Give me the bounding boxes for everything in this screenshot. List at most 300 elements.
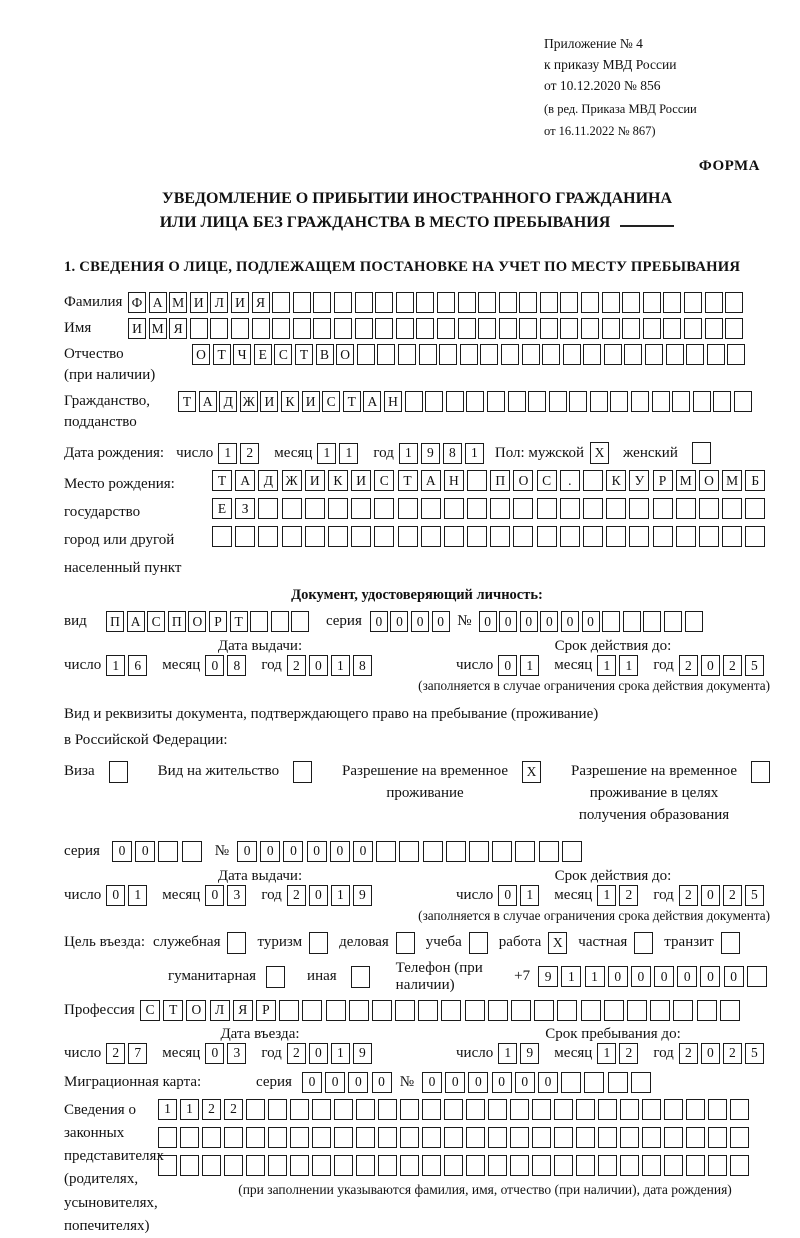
char-cell[interactable]: 1 (585, 966, 605, 987)
char-cell[interactable]: Ж (282, 470, 302, 491)
char-cell[interactable] (378, 1099, 397, 1120)
char-cell[interactable]: 2 (106, 1043, 125, 1064)
char-cell[interactable] (246, 1099, 265, 1120)
char-cell[interactable] (400, 1155, 419, 1176)
char-cell[interactable] (212, 526, 232, 547)
temp-residence-checkbox[interactable]: X (522, 761, 541, 783)
char-cell[interactable] (686, 1127, 705, 1148)
char-cell[interactable] (293, 292, 311, 313)
char-cell[interactable]: 1 (597, 655, 616, 676)
char-cell[interactable]: 1 (465, 443, 484, 464)
char-cell[interactable]: С (140, 1000, 160, 1021)
char-cell[interactable] (268, 1099, 287, 1120)
char-cell[interactable]: С (374, 470, 394, 491)
char-cell[interactable] (653, 498, 673, 519)
char-cell[interactable] (620, 1155, 639, 1176)
char-cell[interactable] (606, 526, 626, 547)
char-cell[interactable]: Т (398, 470, 418, 491)
char-cell[interactable]: И (190, 292, 208, 313)
char-cell[interactable] (645, 344, 663, 365)
char-cell[interactable] (487, 391, 505, 412)
char-cell[interactable] (334, 1127, 353, 1148)
char-cell[interactable] (583, 344, 601, 365)
char-cell[interactable] (356, 1127, 375, 1148)
char-cell[interactable]: 2 (679, 1043, 698, 1064)
char-cell[interactable]: О (699, 470, 719, 491)
char-cell[interactable] (642, 1099, 661, 1120)
char-cell[interactable] (460, 344, 478, 365)
char-cell[interactable]: А (235, 470, 255, 491)
char-cell[interactable] (378, 1155, 397, 1176)
char-cell[interactable] (590, 391, 608, 412)
char-cell[interactable] (488, 1127, 507, 1148)
char-cell[interactable] (400, 1127, 419, 1148)
char-cell[interactable] (293, 318, 311, 339)
char-cell[interactable] (490, 526, 510, 547)
char-cell[interactable] (158, 1127, 177, 1148)
char-cell[interactable]: А (127, 611, 145, 632)
char-cell[interactable] (374, 526, 394, 547)
char-cell[interactable] (730, 1127, 749, 1148)
char-cell[interactable] (305, 498, 325, 519)
char-cell[interactable] (202, 1155, 221, 1176)
char-cell[interactable]: 0 (106, 885, 125, 906)
char-cell[interactable] (620, 1099, 639, 1120)
char-cell[interactable] (246, 1155, 265, 1176)
char-cell[interactable]: 2 (723, 885, 742, 906)
char-cell[interactable] (423, 841, 443, 862)
char-cell[interactable]: 2 (240, 443, 259, 464)
char-cell[interactable] (540, 292, 558, 313)
char-cell[interactable]: Н (444, 470, 464, 491)
char-cell[interactable] (562, 841, 582, 862)
char-cell[interactable] (602, 292, 620, 313)
char-cell[interactable]: 1 (218, 443, 237, 464)
char-cell[interactable] (334, 318, 352, 339)
char-cell[interactable] (422, 1127, 441, 1148)
char-cell[interactable] (713, 391, 731, 412)
char-cell[interactable]: Д (219, 391, 237, 412)
char-cell[interactable]: 2 (224, 1099, 243, 1120)
char-cell[interactable] (224, 1127, 243, 1148)
char-cell[interactable] (375, 292, 393, 313)
char-cell[interactable] (282, 526, 302, 547)
char-cell[interactable] (488, 1099, 507, 1120)
char-cell[interactable] (425, 391, 443, 412)
char-cell[interactable]: Я (169, 318, 187, 339)
char-cell[interactable] (395, 1000, 415, 1021)
char-cell[interactable]: 1 (331, 655, 350, 676)
char-cell[interactable] (313, 318, 331, 339)
char-cell[interactable] (513, 498, 533, 519)
char-cell[interactable] (581, 1000, 601, 1021)
char-cell[interactable] (279, 1000, 299, 1021)
char-cell[interactable]: С (147, 611, 165, 632)
char-cell[interactable]: Р (256, 1000, 276, 1021)
char-cell[interactable] (444, 526, 464, 547)
char-cell[interactable] (376, 841, 396, 862)
char-cell[interactable] (272, 318, 290, 339)
char-cell[interactable]: Ж (240, 391, 258, 412)
char-cell[interactable]: С (274, 344, 292, 365)
char-cell[interactable]: 8 (227, 655, 246, 676)
char-cell[interactable] (334, 1099, 353, 1120)
char-cell[interactable] (356, 1155, 375, 1176)
char-cell[interactable]: П (106, 611, 124, 632)
char-cell[interactable] (598, 1127, 617, 1148)
char-cell[interactable]: М (676, 470, 696, 491)
char-cell[interactable]: 1 (128, 885, 147, 906)
char-cell[interactable] (673, 1000, 693, 1021)
char-cell[interactable] (334, 1155, 353, 1176)
char-cell[interactable]: 0 (283, 841, 303, 862)
char-cell[interactable]: 0 (498, 885, 517, 906)
char-cell[interactable]: О (188, 611, 206, 632)
char-cell[interactable]: 0 (631, 966, 651, 987)
char-cell[interactable] (400, 1099, 419, 1120)
char-cell[interactable]: И (128, 318, 146, 339)
char-cell[interactable]: 1 (520, 885, 539, 906)
char-cell[interactable] (519, 318, 537, 339)
char-cell[interactable]: И (231, 292, 249, 313)
char-cell[interactable] (202, 1127, 221, 1148)
char-cell[interactable]: 1 (339, 443, 358, 464)
char-cell[interactable] (396, 318, 414, 339)
char-cell[interactable] (466, 1127, 485, 1148)
char-cell[interactable] (584, 1072, 604, 1093)
char-cell[interactable] (532, 1127, 551, 1148)
char-cell[interactable] (522, 344, 540, 365)
char-cell[interactable]: Я (252, 292, 270, 313)
char-cell[interactable] (534, 1000, 554, 1021)
char-cell[interactable]: 0 (538, 1072, 558, 1093)
char-cell[interactable]: 0 (654, 966, 674, 987)
char-cell[interactable] (458, 292, 476, 313)
char-cell[interactable] (499, 318, 517, 339)
char-cell[interactable]: 0 (205, 885, 224, 906)
char-cell[interactable] (422, 1155, 441, 1176)
char-cell[interactable] (416, 292, 434, 313)
char-cell[interactable]: 0 (309, 655, 328, 676)
char-cell[interactable] (699, 498, 719, 519)
char-cell[interactable] (458, 318, 476, 339)
char-cell[interactable]: 1 (498, 1043, 517, 1064)
char-cell[interactable] (519, 292, 537, 313)
char-cell[interactable] (467, 526, 487, 547)
char-cell[interactable]: Т (230, 611, 248, 632)
char-cell[interactable] (375, 318, 393, 339)
sex-male-checkbox[interactable]: X (590, 442, 609, 464)
char-cell[interactable] (466, 1155, 485, 1176)
char-cell[interactable]: 3 (227, 885, 246, 906)
char-cell[interactable] (676, 526, 696, 547)
char-cell[interactable]: 0 (302, 1072, 322, 1093)
char-cell[interactable] (707, 344, 725, 365)
char-cell[interactable]: 1 (561, 966, 581, 987)
char-cell[interactable]: 0 (561, 611, 579, 632)
char-cell[interactable] (537, 498, 557, 519)
char-cell[interactable]: 0 (468, 1072, 488, 1093)
char-cell[interactable]: М (149, 318, 167, 339)
char-cell[interactable] (158, 1155, 177, 1176)
char-cell[interactable]: 5 (745, 655, 764, 676)
char-cell[interactable] (627, 1000, 647, 1021)
char-cell[interactable]: О (336, 344, 354, 365)
char-cell[interactable]: А (149, 292, 167, 313)
char-cell[interactable]: Т (213, 344, 231, 365)
char-cell[interactable]: И (260, 391, 278, 412)
char-cell[interactable] (419, 344, 437, 365)
char-cell[interactable] (622, 318, 640, 339)
char-cell[interactable] (182, 841, 202, 862)
char-cell[interactable]: Т (343, 391, 361, 412)
char-cell[interactable]: 2 (679, 655, 698, 676)
char-cell[interactable] (569, 391, 587, 412)
char-cell[interactable]: 0 (582, 611, 600, 632)
char-cell[interactable]: 0 (325, 1072, 345, 1093)
char-cell[interactable]: И (351, 470, 371, 491)
char-cell[interactable]: 7 (128, 1043, 147, 1064)
sex-female-checkbox[interactable] (692, 442, 711, 464)
char-cell[interactable] (418, 1000, 438, 1021)
char-cell[interactable] (235, 526, 255, 547)
char-cell[interactable]: 2 (723, 1043, 742, 1064)
char-cell[interactable] (312, 1155, 331, 1176)
char-cell[interactable] (405, 391, 423, 412)
char-cell[interactable] (510, 1155, 529, 1176)
char-cell[interactable] (268, 1155, 287, 1176)
char-cell[interactable] (730, 1155, 749, 1176)
char-cell[interactable]: 0 (353, 841, 373, 862)
char-cell[interactable] (377, 344, 395, 365)
char-cell[interactable] (444, 1127, 463, 1148)
char-cell[interactable]: 2 (723, 655, 742, 676)
char-cell[interactable] (478, 292, 496, 313)
char-cell[interactable] (604, 344, 622, 365)
char-cell[interactable] (708, 1127, 727, 1148)
char-cell[interactable]: 1 (331, 1043, 350, 1064)
char-cell[interactable] (511, 1000, 531, 1021)
char-cell[interactable] (537, 526, 557, 547)
char-cell[interactable]: . (560, 470, 580, 491)
char-cell[interactable] (720, 1000, 740, 1021)
char-cell[interactable] (351, 498, 371, 519)
char-cell[interactable]: Р (209, 611, 227, 632)
purpose-humanitarian-checkbox[interactable] (266, 966, 285, 988)
char-cell[interactable]: Ф (128, 292, 146, 313)
char-cell[interactable] (581, 292, 599, 313)
char-cell[interactable] (734, 391, 752, 412)
char-cell[interactable] (532, 1099, 551, 1120)
char-cell[interactable] (540, 318, 558, 339)
char-cell[interactable] (708, 1099, 727, 1120)
char-cell[interactable] (581, 318, 599, 339)
char-cell[interactable] (305, 526, 325, 547)
char-cell[interactable] (444, 1155, 463, 1176)
char-cell[interactable] (560, 526, 580, 547)
char-cell[interactable]: Л (210, 292, 228, 313)
char-cell[interactable] (576, 1099, 595, 1120)
char-cell[interactable] (676, 498, 696, 519)
char-cell[interactable] (747, 966, 767, 987)
char-cell[interactable] (528, 391, 546, 412)
purpose-other-checkbox[interactable] (351, 966, 370, 988)
char-cell[interactable] (328, 526, 348, 547)
char-cell[interactable] (272, 292, 290, 313)
char-cell[interactable]: О (186, 1000, 206, 1021)
char-cell[interactable] (745, 498, 765, 519)
char-cell[interactable] (439, 344, 457, 365)
char-cell[interactable]: 9 (538, 966, 558, 987)
char-cell[interactable]: 0 (330, 841, 350, 862)
char-cell[interactable] (326, 1000, 346, 1021)
char-cell[interactable] (351, 526, 371, 547)
char-cell[interactable]: М (722, 470, 742, 491)
char-cell[interactable] (576, 1127, 595, 1148)
char-cell[interactable] (252, 318, 270, 339)
char-cell[interactable]: 2 (619, 885, 638, 906)
char-cell[interactable]: И (305, 470, 325, 491)
char-cell[interactable] (664, 1155, 683, 1176)
char-cell[interactable] (622, 292, 640, 313)
char-cell[interactable] (488, 1000, 508, 1021)
char-cell[interactable]: О (192, 344, 210, 365)
char-cell[interactable] (349, 1000, 369, 1021)
char-cell[interactable]: А (199, 391, 217, 412)
char-cell[interactable]: Е (212, 498, 232, 519)
char-cell[interactable] (210, 318, 228, 339)
char-cell[interactable] (466, 391, 484, 412)
char-cell[interactable]: 2 (287, 1043, 306, 1064)
char-cell[interactable]: Р (653, 470, 673, 491)
char-cell[interactable] (312, 1099, 331, 1120)
char-cell[interactable] (643, 292, 661, 313)
char-cell[interactable]: 0 (701, 655, 720, 676)
char-cell[interactable] (745, 526, 765, 547)
char-cell[interactable] (231, 318, 249, 339)
char-cell[interactable] (624, 344, 642, 365)
char-cell[interactable] (666, 344, 684, 365)
char-cell[interactable]: 1 (180, 1099, 199, 1120)
edu-residence-checkbox[interactable] (751, 761, 770, 783)
char-cell[interactable]: 0 (608, 966, 628, 987)
char-cell[interactable] (693, 391, 711, 412)
char-cell[interactable]: 0 (205, 655, 224, 676)
char-cell[interactable] (598, 1099, 617, 1120)
char-cell[interactable]: 0 (724, 966, 744, 987)
char-cell[interactable] (631, 391, 649, 412)
char-cell[interactable]: 0 (112, 841, 132, 862)
char-cell[interactable] (328, 498, 348, 519)
char-cell[interactable] (705, 318, 723, 339)
char-cell[interactable] (416, 318, 434, 339)
char-cell[interactable] (466, 1099, 485, 1120)
char-cell[interactable] (513, 526, 533, 547)
char-cell[interactable]: Ч (233, 344, 251, 365)
purpose-transit-checkbox[interactable] (721, 932, 740, 954)
char-cell[interactable]: А (421, 470, 441, 491)
char-cell[interactable]: Т (178, 391, 196, 412)
char-cell[interactable] (469, 841, 489, 862)
char-cell[interactable] (282, 498, 302, 519)
char-cell[interactable]: 0 (237, 841, 257, 862)
char-cell[interactable]: 1 (331, 885, 350, 906)
char-cell[interactable] (355, 318, 373, 339)
char-cell[interactable]: 0 (445, 1072, 465, 1093)
char-cell[interactable] (446, 391, 464, 412)
char-cell[interactable] (560, 318, 578, 339)
char-cell[interactable]: 9 (353, 885, 372, 906)
char-cell[interactable] (180, 1155, 199, 1176)
char-cell[interactable] (642, 1155, 661, 1176)
char-cell[interactable] (602, 318, 620, 339)
char-cell[interactable] (499, 292, 517, 313)
char-cell[interactable] (378, 1127, 397, 1148)
char-cell[interactable] (357, 344, 375, 365)
char-cell[interactable] (664, 1099, 683, 1120)
char-cell[interactable] (444, 498, 464, 519)
char-cell[interactable] (686, 1099, 705, 1120)
char-cell[interactable] (437, 318, 455, 339)
char-cell[interactable]: 2 (679, 885, 698, 906)
char-cell[interactable]: М (169, 292, 187, 313)
char-cell[interactable]: 0 (307, 841, 327, 862)
char-cell[interactable]: 0 (498, 655, 517, 676)
char-cell[interactable] (396, 292, 414, 313)
char-cell[interactable] (290, 1127, 309, 1148)
char-cell[interactable]: 0 (309, 1043, 328, 1064)
char-cell[interactable] (224, 1155, 243, 1176)
char-cell[interactable] (437, 292, 455, 313)
char-cell[interactable]: К (606, 470, 626, 491)
char-cell[interactable]: 0 (411, 611, 429, 632)
char-cell[interactable]: 1 (597, 1043, 616, 1064)
char-cell[interactable]: У (629, 470, 649, 491)
char-cell[interactable] (444, 1099, 463, 1120)
char-cell[interactable] (554, 1099, 573, 1120)
char-cell[interactable]: 1 (619, 655, 638, 676)
char-cell[interactable] (663, 318, 681, 339)
char-cell[interactable] (722, 498, 742, 519)
char-cell[interactable] (510, 1127, 529, 1148)
char-cell[interactable] (684, 292, 702, 313)
char-cell[interactable]: А (363, 391, 381, 412)
char-cell[interactable] (583, 498, 603, 519)
char-cell[interactable]: Т (163, 1000, 183, 1021)
char-cell[interactable] (725, 318, 743, 339)
char-cell[interactable] (492, 841, 512, 862)
char-cell[interactable] (576, 1155, 595, 1176)
char-cell[interactable] (560, 498, 580, 519)
char-cell[interactable]: 1 (317, 443, 336, 464)
char-cell[interactable] (563, 344, 581, 365)
char-cell[interactable] (557, 1000, 577, 1021)
char-cell[interactable] (515, 841, 535, 862)
char-cell[interactable] (643, 318, 661, 339)
char-cell[interactable]: 0 (700, 966, 720, 987)
char-cell[interactable] (501, 344, 519, 365)
char-cell[interactable] (398, 498, 418, 519)
char-cell[interactable] (508, 391, 526, 412)
char-cell[interactable] (334, 292, 352, 313)
char-cell[interactable]: К (328, 470, 348, 491)
char-cell[interactable] (398, 344, 416, 365)
char-cell[interactable]: 0 (309, 885, 328, 906)
purpose-work-checkbox[interactable]: X (548, 932, 567, 954)
char-cell[interactable] (554, 1127, 573, 1148)
char-cell[interactable]: В (316, 344, 334, 365)
char-cell[interactable] (372, 1000, 392, 1021)
